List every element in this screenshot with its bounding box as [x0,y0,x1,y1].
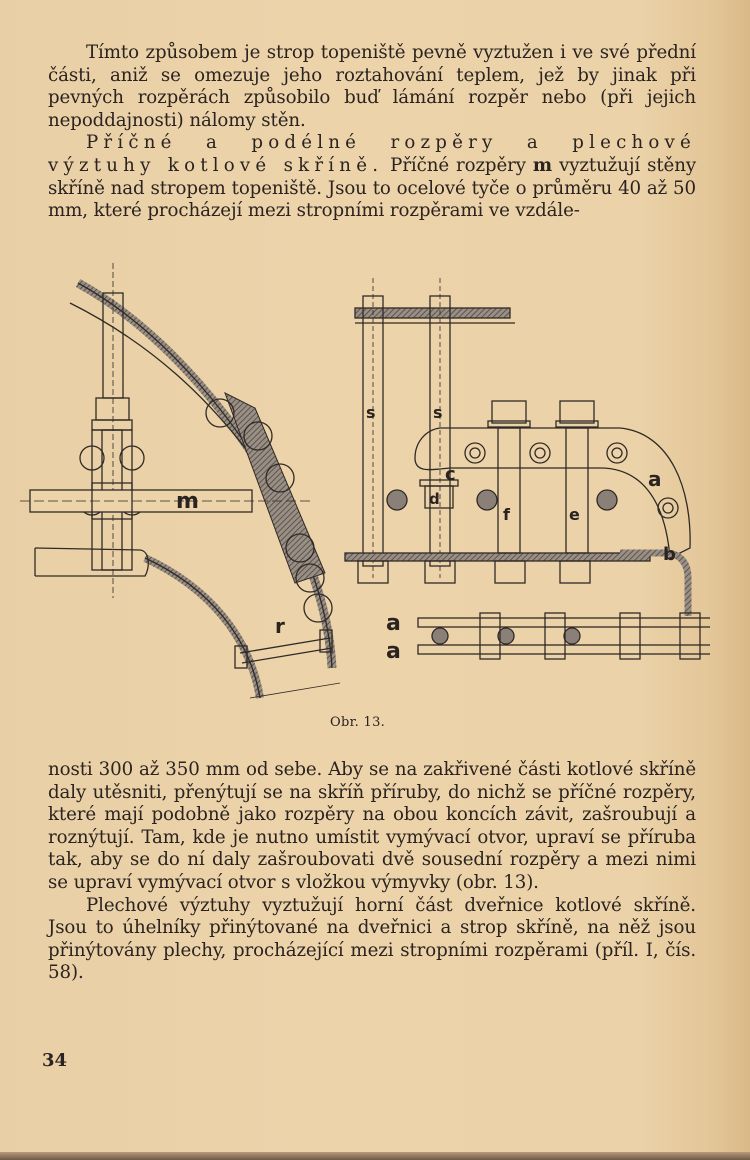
section-heading: Příčné a podélné rozpěry a plechové výztuhy kotlové skříně. [48,132,696,176]
label-c: c [445,464,456,485]
label-b: b [663,544,676,565]
paragraph-2 [48,132,696,222]
paragraph-2-text-b: vyztužují stěny skříně nad stropem topeniště. Jsou to ocelové tyče o průměru 40 až 50 mm, které procházejí mezi stropními rozpěrami ve vzdále- [48,154,696,222]
label-s-2: s [433,403,443,422]
figure-13-technical-drawing [20,258,710,703]
page-edge [0,1152,750,1160]
label-a-plate: a [648,467,662,491]
figure-caption: Obr. 13. [330,715,386,730]
paragraph-1: Tímto způsobem je strop topeniště pevně vyztužen i ve své přední části, aniž se omezuje jeho roztahování teplem, jež by jinak při pevných rozpěrách způsobilo buď lámání rozpěr nebo (při jejich nepoddajnosti) nálomy stěn. [48,42,696,131]
label-e: e [569,505,580,524]
label-r: r [275,614,285,638]
page-number: 34 [42,1050,68,1071]
paragraph-4: Plechové výztuhy vyztužují horní část dveřnice kotlové skříně. Jsou to úhelníky přinýtované na dveřnici a strop skříně, na něž jsou přinýtovány plechy, procházející mezi stropními rozpěrami (příl. I, čís. 58). [48,894,696,984]
label-a-strip-bottom: a [386,639,401,664]
label-m: m [176,489,199,514]
label-a-strip-top: a [386,611,401,636]
label-m-ref: m [532,154,553,176]
bottom-text-block [48,759,696,985]
paragraph-2-text-a: Příčné rozpěry [383,154,533,176]
label-s-1: s [366,403,376,422]
top-text-block [48,42,696,223]
stay-drawing-svg [20,258,710,703]
label-f: f [503,505,510,524]
label-d: d [429,490,440,508]
paragraph-3: nosti 300 až 350 mm od sebe. Aby se na zakřivené části kotlové skříně daly utěsniti, přenýtují se na skříň příruby, do nichž se příčné rozpěry, které mají podobně jako rozpěry na obou koncích závit, zašroubují a roznýtují. Tam, kde je nutno umístit vymývací otvor, upraví se příruba tak, aby se do ní daly zašroubovati dvě sousední rozpěry a mezi nimi se upraví vymývací otvor s vložkou výmyvky (obr. 13). [48,759,696,893]
